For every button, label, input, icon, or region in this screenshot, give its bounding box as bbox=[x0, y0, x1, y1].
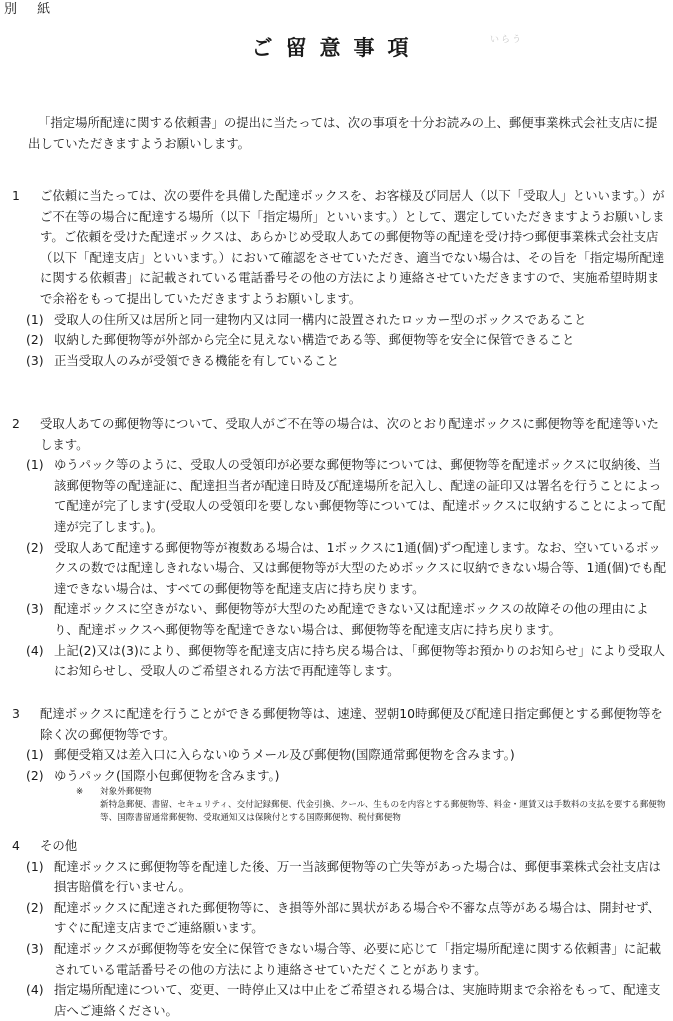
section-text: 受取人あての郵便物等について、受取人がご不在等の場合は、次のとおり配達ボックスに郵便物等を配達等いたします。 bbox=[40, 416, 659, 452]
note-mark: ※ bbox=[76, 787, 84, 798]
list-item bbox=[26, 939, 668, 980]
list-item bbox=[26, 310, 668, 331]
note-heading: 対象外郵便物 bbox=[100, 787, 152, 798]
list-item bbox=[26, 898, 668, 939]
item-number: (3) bbox=[26, 601, 44, 617]
item-number: (2) bbox=[26, 539, 44, 555]
exclusion-note bbox=[76, 786, 668, 825]
item-number: (2) bbox=[26, 332, 44, 348]
item-text: 受取人の住所又は居所と同一建物内又は同一構内に設置されたロッカー型のボックスであること bbox=[54, 311, 587, 327]
item-number: (3) bbox=[26, 352, 44, 368]
section-items bbox=[26, 455, 668, 682]
section-1 bbox=[12, 186, 668, 371]
list-item bbox=[26, 745, 668, 766]
item-number: (2) bbox=[26, 767, 44, 783]
item-text: 配達ボックスに空きがない、郵便物等が大型のため配達できない又は配達ボックスの故障その他の理由により、配達ボックスへ郵便物等を配達できない場合は、郵便物等を配達支店に持ち戻ります。 bbox=[54, 601, 649, 637]
list-item bbox=[26, 641, 668, 682]
section-items bbox=[26, 857, 668, 1021]
list-item bbox=[26, 766, 668, 787]
item-text: 指定場所配達について、変更、一時停止又は中止をご希望される場合は、実施時期まで余裕をもって、配達支店へご連絡ください。 bbox=[54, 982, 661, 1018]
item-number: (4) bbox=[26, 982, 44, 998]
item-number: (4) bbox=[26, 642, 44, 658]
item-text: ゆうパック等のように、受取人の受領印が必要な郵便物等については、郵便物等を配達ボックスに収納後、当該郵便物等の配達証に、配達担当者が配達日時及び配達場所を記入し、配達の証印又は署名を行うことによって配達が完了します(受取人の受領印を要しない郵便物等については、配達ボックスに収納することによって配達が完了します。)。 bbox=[54, 457, 666, 534]
section-4 bbox=[12, 836, 668, 1021]
item-text: 上記(2)又は(3)により、郵便物等を配達支店に持ち戻る場合は、「郵便物等お預かりのお知らせ」により受取人にお知らせし、受取人のご希望される方法で再配達等します。 bbox=[54, 642, 665, 679]
list-item bbox=[26, 330, 668, 351]
list-item bbox=[26, 455, 668, 537]
list-item bbox=[26, 599, 668, 640]
list-item bbox=[26, 980, 668, 1021]
intro-paragraph: 「指定場所配達に関する依頼書」の提出に当たっては、次の事項を十分お読みの上、郵便事業株式会社支店に提出していただきますようお願いします。 bbox=[28, 115, 658, 151]
page-title: ご留意事項 bbox=[251, 36, 422, 60]
appendix-label: 別 紙 bbox=[4, 2, 59, 17]
item-text: 受取人あて配達する郵便物等が複数ある場合は、1ボックスに1通(個)ずつ配達します。なお、空いているボックスの数では配達しきれない場合、又は郵便物等が大型のためボックスに収納できない場合等、1通(個)でも配達できない場合は、すべての郵便物等を配達支店に持ち戻ります。 bbox=[54, 539, 667, 596]
item-text: 郵便受箱又は差入口に入らないゆうメール及び郵便物(国際通常郵便物を含みます。) bbox=[54, 747, 515, 763]
section-text: その他 bbox=[40, 838, 78, 853]
section-number: 2 bbox=[12, 416, 20, 431]
item-text: ゆうパック(国際小包郵便物を含みます。) bbox=[54, 767, 280, 783]
item-number: (3) bbox=[26, 940, 44, 956]
item-text: 配達ボックスに配達された郵便物等に、き損等外部に異状がある場合や不審な点等がある場合は、開封せず、すぐに配達支店までご連絡願います。 bbox=[54, 899, 661, 936]
section-2 bbox=[12, 414, 668, 682]
list-item bbox=[26, 857, 668, 898]
item-text: 配達ボックスに郵便物等を配達した後、万一当該郵便物等の亡失等があった場合は、郵便事業株式会社支店は損害賠償を行いません。 bbox=[54, 858, 661, 895]
section-number: 3 bbox=[12, 706, 20, 721]
item-number: (2) bbox=[26, 899, 44, 915]
section-text: ご依頼に当たっては、次の要件を具備した配達ボックスを、お客様及び同居人（以下「受取人」といいます。）がご不在等の場合に配達する場所（以下「指定場所」といいます。）として、選定していただきますようお願いします。ご依頼を受けた配達ボックスは、あらかじめ受取人あての郵便物等の配達を受け持つ郵便事業株式会社支店（以下「配達支店」といいます。）において確認をさせていただき、適当でない場合は、その旨を「指定場所配達に関する依頼書」に記載されている電話番号その他の方法により連絡させていただきますので、実施希望時期まで余裕をもって提出していただきますようお願いします。 bbox=[40, 188, 665, 306]
item-number: (1) bbox=[26, 457, 44, 473]
section-number: 1 bbox=[12, 188, 20, 203]
item-text: 収納した郵便物等が外部から完全に見えない構造である等、郵便物等を安全に保管できること bbox=[54, 332, 575, 348]
list-item bbox=[26, 538, 668, 600]
item-number: (1) bbox=[26, 311, 44, 327]
section-number: 4 bbox=[12, 838, 20, 853]
section-items bbox=[26, 745, 668, 786]
section-3 bbox=[12, 704, 668, 825]
handwritten-mark: いらう bbox=[490, 35, 524, 45]
list-item bbox=[26, 351, 668, 372]
item-text: 配達ボックスが郵便物等を安全に保管できない場合等、必要に応じて「指定場所配達に関する依頼書」に記載されている電話番号その他の方法により連絡させていただくことがあります。 bbox=[54, 940, 662, 977]
item-number: (1) bbox=[26, 747, 44, 763]
section-text: 配達ボックスに配達を行うことができる郵便物等は、速達、翌朝10時郵便及び配達日指定郵便とする郵便物等を除く次の郵便物等です。 bbox=[40, 706, 663, 742]
section-items bbox=[26, 310, 668, 372]
note-body: 新特急郵便、書留、セキュリティ、交付記録郵便、代金引換、クール、生ものを内容とする郵便物等、料金・運賃又は手数料の支払を要する郵便物等、国際書留通常郵便物、受取通知又は保険付とする国際郵便物、税付郵便物 bbox=[100, 800, 666, 824]
item-number: (1) bbox=[26, 858, 44, 874]
item-text: 正当受取人のみが受領できる機能を有していること bbox=[54, 352, 339, 368]
